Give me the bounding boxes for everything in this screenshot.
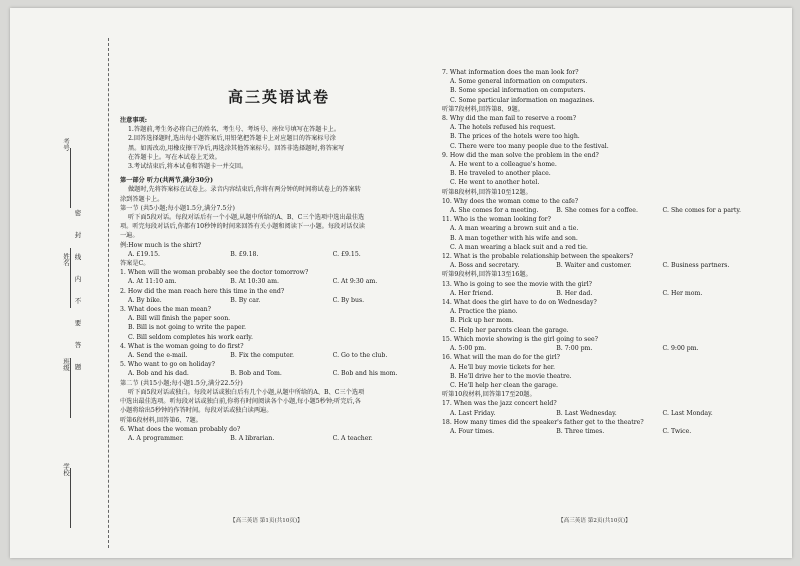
option: A. She comes for a meeting. bbox=[450, 207, 539, 215]
field-line-school bbox=[70, 468, 71, 528]
option: C. By bus. bbox=[332, 296, 365, 304]
options bbox=[442, 206, 772, 215]
option: B. By car. bbox=[230, 296, 261, 304]
question: 7. What information does the man look for? bbox=[442, 69, 579, 76]
material-note: 听第8段材料,回答第10至12题。 bbox=[442, 188, 532, 196]
options bbox=[120, 296, 438, 305]
part1-heading: 第一部分 听力(共两节,满分30分) bbox=[120, 177, 214, 185]
notes-item: 1.答题前,考生务必将自己的姓名、考生号、考场号、座位号填写在答题卡上。 bbox=[128, 126, 341, 134]
page-footer-right: 【高三英语 第2页(共10页)】 bbox=[558, 518, 631, 524]
example-answer: 答案是C。 bbox=[120, 260, 150, 268]
option: A. £19.15. bbox=[128, 250, 161, 258]
option: A. Boss and secretary. bbox=[450, 262, 520, 270]
option: B. He'll drive her to the movie theatre. bbox=[450, 372, 572, 380]
seal-char: 答 bbox=[74, 341, 82, 349]
option: C. He went to another hotel. bbox=[450, 179, 540, 187]
part1-intro: 做题时,先将答案标在试卷上。录音内容结束后,你将有两分钟的时间将试卷上的答案转 bbox=[128, 186, 361, 194]
section1-intro: 听下面5段对话。每段对话后有一个小题,从题中所给的A、B、C三个选项中选出最佳选 bbox=[128, 214, 365, 222]
option: C. Bob and his mom. bbox=[332, 370, 398, 378]
option: B. She comes for a coffee. bbox=[556, 207, 638, 215]
option: C. Go to the club. bbox=[332, 352, 388, 360]
notes-heading: 注意事项: bbox=[120, 117, 148, 124]
option: B. Waiter and customer. bbox=[556, 262, 632, 270]
options bbox=[120, 277, 438, 286]
part1-intro: 涂到答题卡上。 bbox=[120, 195, 164, 203]
seal-char: 线 bbox=[74, 253, 82, 261]
material-note: 听第7段材料,回答第8、9题。 bbox=[442, 105, 524, 113]
options bbox=[442, 289, 772, 298]
question: 4. What is the woman going to do first? bbox=[120, 342, 244, 350]
option: B. A librarian. bbox=[230, 434, 275, 442]
question: 15. Which movie showing is the girl going to see? bbox=[442, 335, 598, 343]
exam-sheet bbox=[10, 8, 792, 558]
section2-heading: 第二节 (共15小题;每小题1.5分,满分22.5分) bbox=[120, 379, 243, 387]
question: 2. How did the man reach here this time in the end? bbox=[120, 287, 285, 295]
section2-intro: 中选出最佳选项。听每段对话或独白前,你将有时间阅读各个小题,每小题5秒钟;听完后,各 bbox=[120, 398, 361, 406]
options bbox=[442, 427, 772, 436]
seal-char: 密 bbox=[74, 209, 82, 217]
option: A. Bob and his dad. bbox=[128, 370, 189, 378]
option: A. Send the e-mail. bbox=[128, 352, 188, 360]
option: B. Her dad. bbox=[556, 289, 593, 297]
option: A. Some general information on computers. bbox=[450, 78, 588, 86]
example-question: 例:How much is the shirt? bbox=[120, 241, 202, 249]
option: B. 7:00 pm. bbox=[556, 345, 593, 353]
material-note: 听第6段材料,回答第6、7题。 bbox=[120, 416, 202, 424]
margin-label-school: 学校 bbox=[62, 463, 70, 476]
margin-label-kaohao: 考号 bbox=[62, 138, 70, 151]
option: C. Bill seldom completes his work early. bbox=[128, 333, 253, 341]
material-note: 听第9段材料,回答第13至16题。 bbox=[442, 271, 532, 279]
options bbox=[120, 351, 438, 360]
seal-char: 题 bbox=[74, 363, 82, 371]
question: 8. Why did the man fail to reserve a room? bbox=[442, 115, 577, 123]
seal-char: 内 bbox=[74, 275, 82, 283]
option: A. The hotels refused his request. bbox=[450, 124, 556, 132]
question: 12. What is the probable relationship between the speakers? bbox=[442, 253, 634, 261]
option: B. Fix the computer. bbox=[230, 352, 295, 360]
question: 3. What does the man mean? bbox=[120, 306, 211, 314]
question: 13. Who is going to see the movie with the girl? bbox=[442, 280, 592, 288]
seal-char: 要 bbox=[74, 319, 82, 327]
question: 18. How many times did the speaker's father get to the theatre? bbox=[442, 418, 644, 426]
option: B. Bill is not going to write the paper. bbox=[128, 324, 246, 332]
notes-item: 2.回答选择题时,选出每小题答案后,用铅笔把答题卡上对应题目的答案标号涂 bbox=[128, 135, 336, 143]
question: 17. When was the jazz concert held? bbox=[442, 400, 557, 408]
section1-intro: 一遍。 bbox=[120, 232, 139, 240]
question: 5. Who want to go on holiday? bbox=[120, 361, 215, 369]
exam-title: 高三英语试卷 bbox=[227, 88, 330, 106]
option: A. Practice the piano. bbox=[450, 308, 518, 316]
option: C. Twice. bbox=[662, 427, 692, 435]
option: A. At 11:10 am. bbox=[128, 278, 177, 286]
option: C. Her mom. bbox=[662, 289, 703, 297]
seal-line-text bbox=[70, 208, 86, 371]
option: C. Some particular information on magazines. bbox=[450, 96, 595, 104]
option: C. At 9:30 am. bbox=[332, 278, 378, 286]
option: C. Last Monday. bbox=[662, 409, 713, 417]
section1-intro: 项。听完每段对话后,你都有10秒钟的时间来回答有关小题和阅读下一小题。每段对话仅读 bbox=[120, 223, 365, 231]
section2-intro: 听下面5段对话或独白。每段对话或独白后有几个小题,从题中所给的A、B、C三个选项 bbox=[128, 388, 365, 396]
question: 6. What does the woman probably do? bbox=[120, 425, 241, 433]
option: C. Help her parents clean the garage. bbox=[450, 326, 569, 334]
page-footer-left: 【高三英语 第1页(共10页)】 bbox=[230, 518, 303, 524]
seal-char: 封 bbox=[74, 231, 82, 239]
right-column bbox=[442, 68, 772, 436]
field-line-kaohao bbox=[70, 148, 71, 208]
option: B. He traveled to another place. bbox=[450, 170, 551, 178]
notes-item: 3.考试结束后,将本试卷和答题卡一并交回。 bbox=[128, 163, 248, 171]
option: B. Some special information on computers. bbox=[450, 87, 586, 95]
margin-label-name: 姓名 bbox=[62, 253, 70, 266]
option: A. Four times. bbox=[450, 427, 495, 435]
options bbox=[442, 344, 772, 353]
option: A. Last Friday. bbox=[450, 409, 496, 417]
option: C. She comes for a party. bbox=[662, 207, 741, 215]
option: C. £9.15. bbox=[332, 250, 361, 258]
option: A. By bike. bbox=[128, 296, 162, 304]
question: 9. How did the man solve the problem in the end? bbox=[442, 151, 599, 159]
option: C. He'll help her clean the garage. bbox=[450, 381, 558, 389]
option: A. Her friend. bbox=[450, 289, 494, 297]
option: B. £9.18. bbox=[230, 250, 259, 258]
material-note: 听第10段材料,回答第17至20题。 bbox=[442, 391, 536, 399]
question: 1. When will the woman probably see the doctor tomorrow? bbox=[120, 269, 309, 277]
option: A. He'll buy movie tickets for her. bbox=[450, 363, 555, 371]
option: A. 5:00 pm. bbox=[450, 345, 487, 353]
option: C. A man wearing a black suit and a red tie. bbox=[450, 243, 588, 251]
options bbox=[120, 434, 438, 443]
option: C. There were too many people due to the festival. bbox=[450, 142, 609, 150]
options bbox=[442, 261, 772, 270]
section1-heading: 第一节 (共5小题;每小题1.5分,满分7.5分) bbox=[120, 204, 235, 212]
option: C. Business partners. bbox=[662, 262, 730, 270]
option: B. The prices of the hotels were too high. bbox=[450, 133, 580, 141]
option: B. At 10:30 am. bbox=[230, 278, 279, 286]
options bbox=[442, 409, 772, 418]
option: A. A programmer. bbox=[128, 434, 184, 442]
option: A. He went to a colleague's home. bbox=[450, 161, 557, 169]
notes-item: 黑。如需改动,用橡皮擦干净后,再选涂其他答案标号。回答非选择题时,将答案写 bbox=[128, 144, 345, 152]
option: B. Last Wednesday. bbox=[556, 409, 617, 417]
option: C. A teacher. bbox=[332, 434, 373, 442]
seal-char: 不 bbox=[74, 297, 82, 305]
option: B. A man together with his wife and son. bbox=[450, 234, 578, 242]
option: A. Bill will finish the paper soon. bbox=[128, 315, 231, 323]
question: 10. Why does the woman come to the cafe? bbox=[442, 197, 579, 205]
notes-item: 在答题卡上。写在本试卷上无效。 bbox=[128, 153, 221, 161]
margin-label-class: 班级 bbox=[62, 358, 70, 371]
question: 11. Who is the woman looking for? bbox=[442, 216, 551, 224]
question: 16. What will the man do for the girl? bbox=[442, 354, 560, 362]
example-options bbox=[120, 250, 438, 259]
option: B. Pick up her mom. bbox=[450, 317, 514, 325]
options bbox=[120, 369, 438, 378]
section2-intro: 小题将给出5秒钟的作答时间。每段对话或独白读两遍。 bbox=[120, 407, 273, 415]
left-column bbox=[120, 116, 438, 443]
question: 14. What does the girl have to do on Wednesday? bbox=[442, 299, 597, 307]
option: A. A man wearing a brown suit and a tie. bbox=[450, 225, 579, 233]
option: B. Bob and Tom. bbox=[230, 370, 282, 378]
option: C. 9:00 pm. bbox=[662, 345, 699, 353]
option: B. Three times. bbox=[556, 427, 605, 435]
